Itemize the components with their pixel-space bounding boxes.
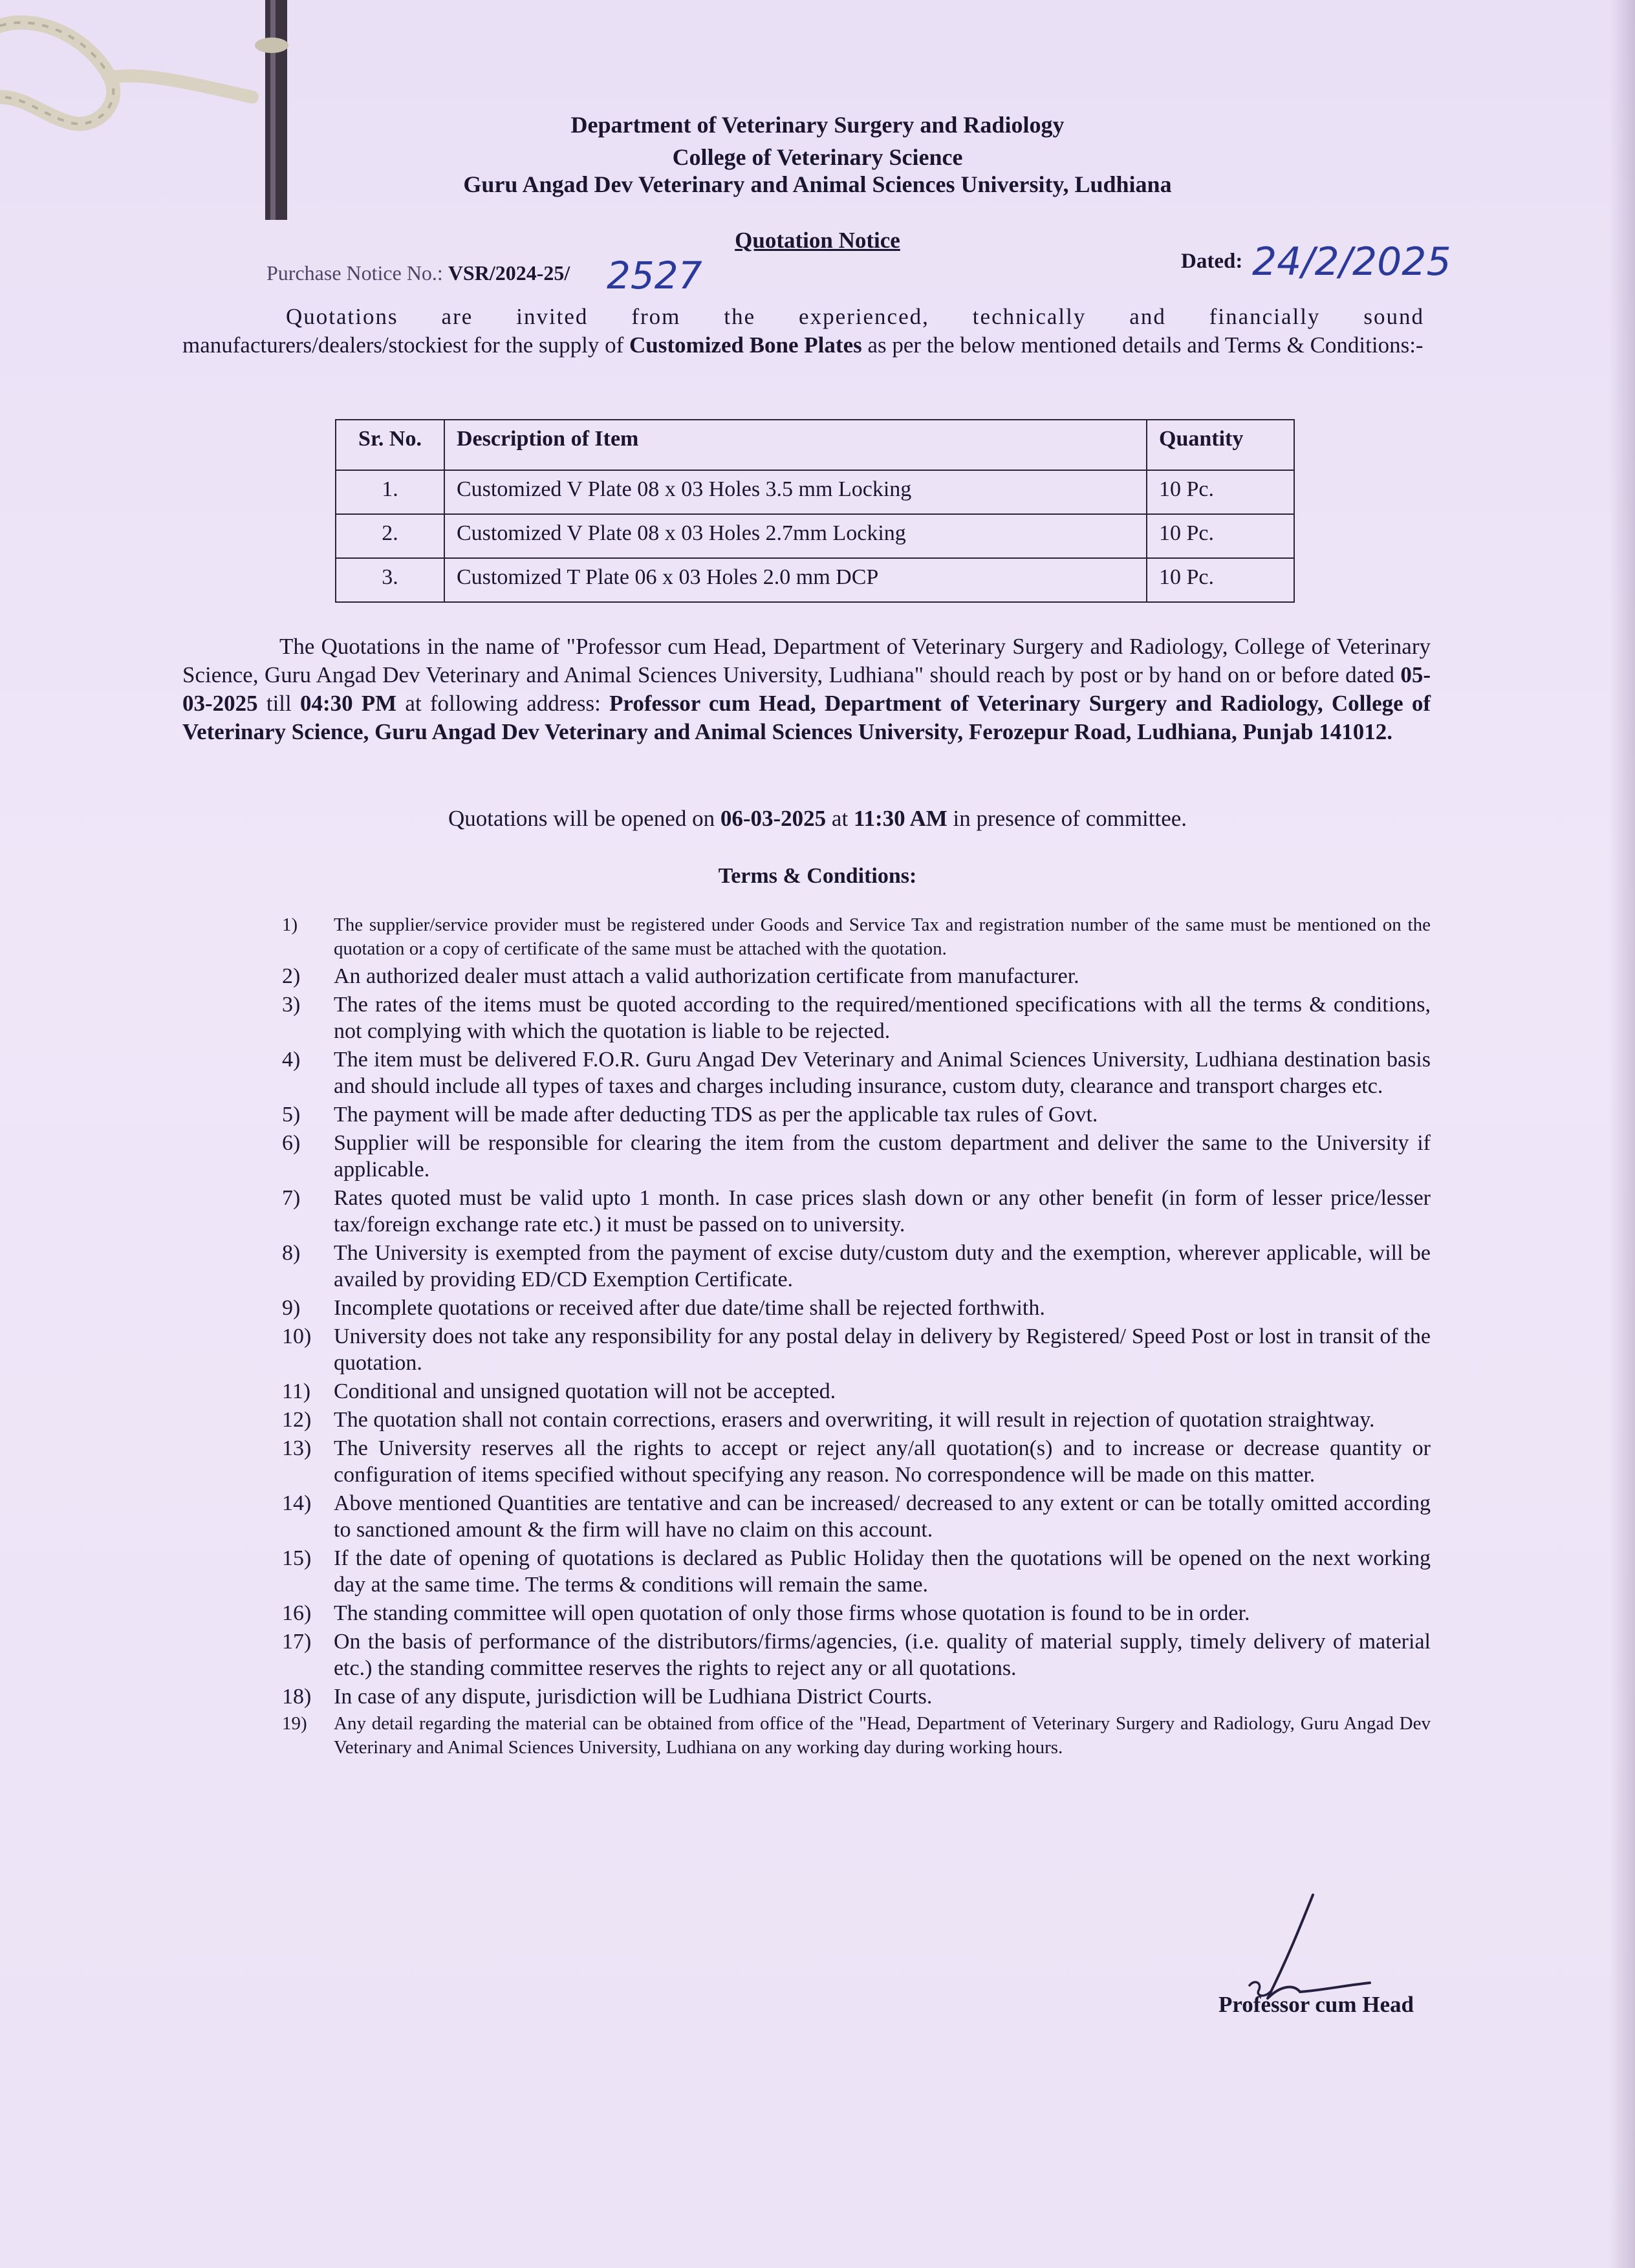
row-description: Customized V Plate 08 x 03 Holes 3.5 mm Locking [444,470,1147,514]
term-number: 11) [282,1379,311,1403]
list-item [282,1130,1431,1183]
opening-text-pre: Quotations will be opened on [448,806,720,831]
term-number: 4) [282,1048,301,1072]
term-text: Any detail regarding the material can be obtained from office of the "Head, Department of Veterinary Surgery and Radiology, Guru Angad Dev Veterinary and Animal Sciences University, Ludhiana on any working day during working hours. [334,1713,1431,1758]
list-item [282,1185,1431,1238]
term-text: The standing committee will open quotation of only those firms whose quotation is found to be in order. [334,1601,1250,1625]
term-number: 19) [282,1713,307,1734]
term-text: The payment will be made after deducting TDS as per the applicable tax rules of Govt. [334,1103,1098,1127]
submission-text-2: till [257,691,300,716]
intro-first-line: Quotations are invited from the experienced, technically and financially sound [286,304,1424,329]
opening-time: 11:30 AM [853,806,947,831]
header-quantity: Quantity [1147,420,1294,470]
term-number: 18) [282,1685,312,1709]
list-item [282,1295,1431,1321]
header-description: Description of Item [444,420,1147,470]
term-text: An authorized dealer must attach a valid authorization certificate from manufacturer. [334,964,1079,988]
page-edge-shadow [1609,0,1635,2268]
list-item [282,1712,1431,1760]
items-table [335,419,1295,603]
term-text: On the basis of performance of the distributors/firms/agencies, (i.e. quality of material supply, timely delivery of material etc.) the standing committee reserves the rights to reject any or all quotations. [334,1630,1431,1680]
intro-item-name: Customized Bone Plates [629,332,862,358]
intro-text-pre: manufacturers/dealers/stockiest for the supply of [182,332,630,358]
notice-number-handwritten: 2527 [607,254,702,297]
terms-list [282,913,1431,1762]
dated-label: Dated: [1181,250,1243,273]
list-item [282,1378,1431,1405]
term-number: 8) [282,1241,301,1265]
opening-date: 06-03-2025 [720,806,827,831]
list-item [282,1600,1431,1626]
row-description: Customized V Plate 08 x 03 Holes 2.7mm Locking [444,514,1147,558]
intro-paragraph [182,303,1424,360]
signatory-title: Professor cum Head [1218,1992,1414,2017]
row-quantity: 10 Pc. [1147,514,1294,558]
purchase-notice-number [266,261,570,285]
term-number: 14) [282,1491,312,1515]
department-heading: Department of Veterinary Surgery and Radiology [570,112,1065,138]
notice-number-label: Purchase Notice No.: [266,261,448,285]
row-description: Customized T Plate 06 x 03 Holes 2.0 mm DCP [444,558,1147,602]
list-item [282,1490,1431,1543]
term-text: The University reserves all the rights to accept or reject any/all quotation(s) and to increase or decrease quantity or configuration of items specified without specifying any reason. No correspondence will be made on this matter. [334,1436,1431,1487]
term-text: Supplier will be responsible for clearing the item from the custom department and deliver the same to the University if applicable. [334,1131,1431,1182]
college-heading: College of Veterinary Science [672,144,963,170]
opening-text-mid: at [826,806,854,831]
list-item [282,1435,1431,1488]
university-heading: Guru Angad Dev Veterinary and Animal Sciences University, Ludhiana [463,171,1172,197]
table-row [336,514,1294,558]
term-number: 10) [282,1324,312,1348]
opening-notice [0,806,1635,832]
notice-number-ref: VSR/2024-25/ [448,261,570,285]
submission-text-1: The Quotations in the name of "Professor cum Head, Department of Veterinary Surgery and Radiology, College of Veterinary Science, Guru Angad Dev Veterinary and Animal Sciences University, Ludhiana" should reach by post or by hand on or before dated [182,634,1431,687]
term-number: 2) [282,964,301,988]
header-sr-no: Sr. No. [336,420,444,470]
table-row [336,470,1294,514]
term-number: 6) [282,1131,301,1155]
term-text: Incomplete quotations or received after due date/time shall be rejected forthwith. [334,1296,1045,1320]
term-number: 1) [282,914,298,935]
row-sr-no: 3. [336,558,444,602]
term-text: The quotation shall not contain corrections, erasers and overwriting, it will result in rejection of quotation straightway. [334,1408,1375,1432]
submission-text-3: at following address: [396,691,610,716]
term-text: The supplier/service provider must be registered under Goods and Service Tax and registration number of the same must be mentioned on the quotation or a copy of certificate of the same must be attached with the quotation. [334,914,1431,959]
submission-time: 04:30 PM [299,691,397,716]
term-text: In case of any dispute, jurisdiction will be Ludhiana District Courts. [334,1685,933,1709]
table-header-row [336,420,1294,470]
term-text: Above mentioned Quantities are tentative and can be increased/ decreased to any extent or can be totally omitted according to sanctioned amount & the firm will have no claim on this account. [334,1491,1431,1542]
list-item [282,1407,1431,1433]
dated-handwritten: 24/2/2025 [1252,239,1451,285]
list-item [282,963,1431,989]
term-text: The rates of the items must be quoted according to the required/mentioned specifications with all the terms & conditions, not complying with which the quotation is liable to be rejected. [334,993,1431,1043]
term-number: 13) [282,1436,312,1460]
term-text: Conditional and unsigned quotation will not be accepted. [334,1379,836,1403]
term-text: Rates quoted must be valid upto 1 month. In case prices slash down or any other benefit (in form of lesser price/lesser tax/foreign exchange rate etc.) it must be passed on to university. [334,1186,1431,1237]
term-text: If the date of opening of quotations is declared as Public Holiday then the quotations will be opened on the next working day at the same time. The terms & conditions will remain the same. [334,1546,1431,1597]
term-number: 3) [282,993,301,1017]
row-quantity: 10 Pc. [1147,558,1294,602]
intro-text-post: as per the below mentioned details and Terms & Conditions:- [861,332,1424,358]
notice-title: Quotation Notice [735,228,900,253]
list-item [282,1323,1431,1376]
terms-title: Terms & Conditions: [718,864,917,888]
row-sr-no: 1. [336,470,444,514]
table-row [336,558,1294,602]
term-text: University does not take any responsibility for any postal delay in delivery by Registered/ Speed Post or lost in transit of the quotation. [334,1324,1431,1375]
row-quantity: 10 Pc. [1147,470,1294,514]
term-text: The University is exempted from the payment of excise duty/custom duty and the exemption, wherever applicable, will be availed by providing ED/CD Exemption Certificate. [334,1241,1431,1291]
submission-address: Professor cum Head, Department of Veterinary Surgery and Radiology, College of Veterinary Science, Guru Angad Dev Veterinary and Animal Sciences University, Ferozepur Road, Ludhiana, Punjab 141012. [182,691,1431,744]
term-number: 16) [282,1601,312,1625]
term-number: 5) [282,1103,301,1127]
list-item [282,1240,1431,1293]
term-number: 9) [282,1296,301,1320]
list-item [282,1628,1431,1681]
submission-paragraph [182,632,1431,746]
list-item [282,1683,1431,1710]
term-text: The item must be delivered F.O.R. Guru Angad Dev Veterinary and Animal Sciences University, Ludhiana destination basis and should include all types of taxes and charges including insurance, custom duty, clearance and transport charges etc. [334,1048,1431,1098]
list-item [282,1101,1431,1128]
list-item [282,913,1431,961]
term-number: 7) [282,1186,301,1210]
list-item [282,1545,1431,1598]
row-sr-no: 2. [336,514,444,558]
term-number: 12) [282,1408,312,1432]
term-number: 15) [282,1546,312,1570]
list-item [282,991,1431,1044]
list-item [282,1046,1431,1099]
opening-text-post: in presence of committee. [947,806,1187,831]
term-number: 17) [282,1630,312,1654]
submission-date: 05-03-2025 [182,662,1431,716]
